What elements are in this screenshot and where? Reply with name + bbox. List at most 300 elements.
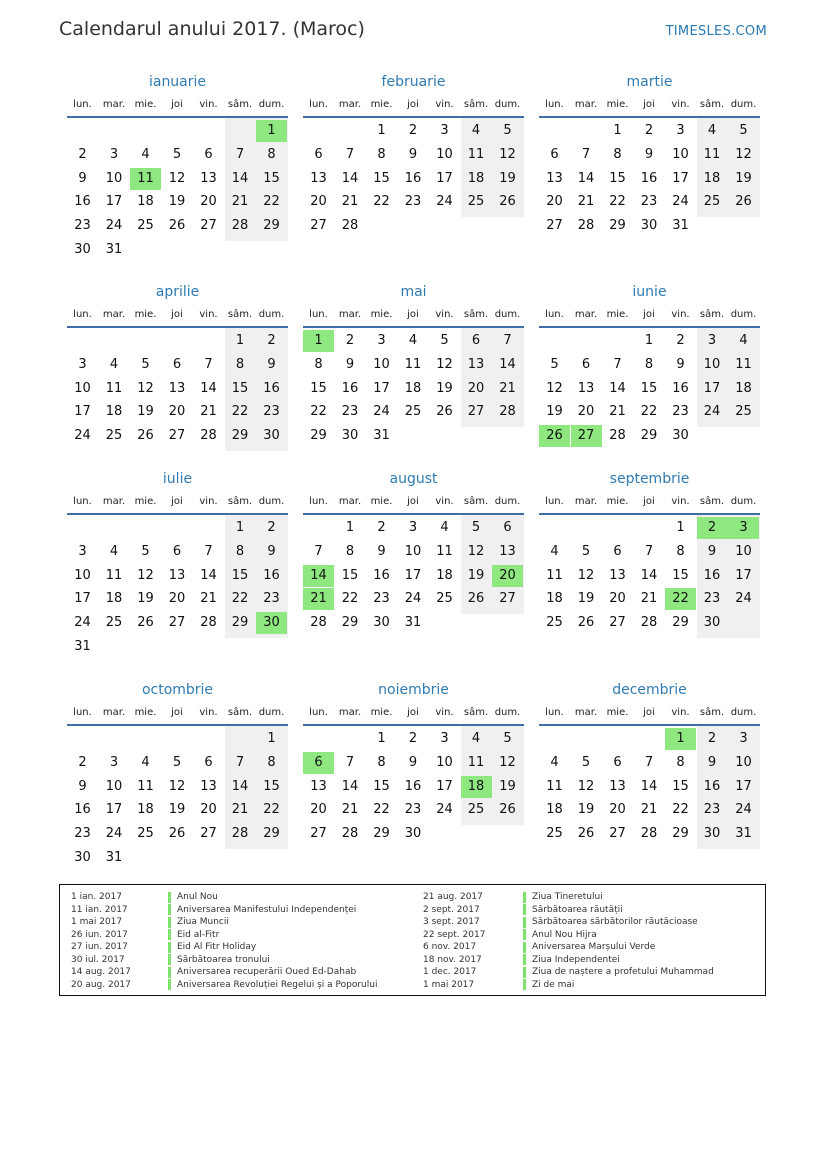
- weekday-label: vin.: [671, 496, 690, 507]
- weekday-label: joi: [171, 496, 183, 507]
- day-cell: 10: [436, 754, 453, 770]
- day-cell: 1: [613, 123, 622, 138]
- day-cell: 26: [467, 591, 485, 607]
- day-cell: 10: [74, 567, 91, 583]
- day-cell: 1: [676, 520, 685, 535]
- day-cell: 22: [263, 194, 280, 210]
- day-cell: 19: [735, 170, 752, 186]
- day-cell: 21: [609, 404, 626, 420]
- weekday-label: vin.: [435, 99, 454, 110]
- day-cell: 31: [404, 615, 422, 631]
- day-cell: 24: [373, 404, 390, 420]
- month-name: mai: [400, 284, 427, 300]
- day-cell: 12: [735, 146, 752, 162]
- month-name: septembrie: [609, 471, 690, 487]
- day-cell: 19: [546, 404, 563, 420]
- day-cell: 19: [436, 380, 453, 396]
- month-iunie: [539, 284, 760, 454]
- day-cell: 7: [644, 754, 654, 770]
- weekday-label: sâm.: [699, 99, 725, 110]
- day-cell: 14: [499, 356, 516, 372]
- day-cell: 21: [231, 802, 249, 818]
- day-cell: 25: [703, 194, 721, 210]
- page-title: Calendarul anului 2017. (Maroc): [59, 18, 365, 40]
- day-cell: 22: [341, 591, 359, 607]
- day-cell: 3: [440, 123, 449, 138]
- legend-date: 21 aug. 2017: [423, 892, 483, 902]
- weekday-label: joi: [171, 707, 183, 718]
- day-cell: 16: [640, 170, 658, 186]
- day-cell: 20: [200, 802, 217, 818]
- day-cell: 16: [703, 567, 721, 583]
- day-cell: 30: [672, 428, 689, 444]
- legend-date: 11 ian. 2017: [71, 904, 128, 915]
- weekday-label: lun.: [73, 99, 92, 110]
- day-cell: 11: [105, 567, 123, 583]
- day-cell: 4: [739, 333, 748, 348]
- month-februarie: [303, 74, 524, 244]
- day-cell: 29: [341, 615, 359, 631]
- day-cell: 6: [204, 146, 213, 162]
- day-cell: 26: [137, 615, 154, 631]
- day-grid: [303, 515, 524, 659]
- day-cell: 17: [703, 380, 721, 396]
- weekday-label: lun.: [309, 309, 328, 320]
- day-cell: 3: [109, 146, 119, 162]
- weekday-label: sâm.: [227, 496, 253, 507]
- weekday-label: vin.: [199, 309, 218, 320]
- day-cell: 30: [404, 826, 422, 842]
- day-cell: 28: [231, 826, 249, 842]
- day-cell: 16: [341, 380, 359, 396]
- day-cell: 14: [341, 778, 359, 794]
- day-cell: 10: [105, 170, 123, 186]
- day-cell: 11: [703, 146, 721, 162]
- day-cell: 14: [231, 170, 249, 186]
- month-name: august: [389, 471, 438, 487]
- day-cell: 5: [581, 754, 591, 770]
- weekday-label: joi: [643, 496, 655, 507]
- day-cell: 2: [78, 754, 87, 770]
- day-cell: 22: [263, 802, 280, 818]
- day-cell: 23: [703, 591, 721, 607]
- day-cell: 24: [703, 404, 721, 420]
- day-cell: 14: [640, 778, 658, 794]
- weekday-label: sâm.: [227, 99, 253, 110]
- weekday-label: mar.: [102, 309, 126, 320]
- day-cell: 7: [204, 543, 213, 559]
- day-cell: 27: [168, 615, 186, 631]
- weekday-header: [303, 496, 524, 510]
- day-cell: 15: [373, 170, 390, 186]
- day-grid: [539, 328, 760, 472]
- day-cell: 28: [640, 615, 658, 631]
- day-cell: 12: [137, 380, 154, 396]
- legend-holiday-name: Aniversarea Manifestului Independenței: [177, 904, 357, 915]
- day-cell: 9: [707, 543, 717, 559]
- day-cell: 19: [499, 778, 516, 794]
- day-cell: 2: [644, 123, 654, 138]
- legend-date: 1 mai 2017: [71, 917, 123, 927]
- legend-marker: [168, 954, 171, 965]
- day-cell: 22: [672, 802, 689, 818]
- day-cell: 13: [168, 567, 186, 583]
- day-cell: 26: [168, 826, 186, 842]
- weekday-label: mar.: [102, 707, 126, 718]
- day-cell: 27: [310, 218, 327, 234]
- day-cell: 31: [373, 428, 390, 444]
- day-cell: 25: [105, 615, 123, 631]
- day-cell: 3: [109, 754, 119, 770]
- day-cell: 22: [231, 404, 249, 420]
- holiday-day-cell: 21: [303, 588, 334, 610]
- day-cell: 6: [503, 520, 512, 535]
- legend-date: 18 nov. 2017: [423, 954, 482, 965]
- day-cell: 9: [345, 356, 355, 372]
- weekday-label: lun.: [545, 496, 564, 507]
- brand-link[interactable]: TIMESLES.COM: [665, 24, 767, 39]
- day-cell: 13: [609, 567, 626, 583]
- day-cell: 18: [735, 380, 752, 396]
- day-cell: 16: [373, 567, 390, 583]
- day-cell: 8: [676, 543, 685, 559]
- day-cell: 1: [377, 731, 386, 746]
- weekday-label: dum.: [730, 99, 757, 110]
- weekday-label: vin.: [199, 496, 218, 507]
- day-cell: 6: [314, 146, 323, 162]
- day-cell: 3: [377, 333, 386, 348]
- day-cell: 7: [345, 754, 355, 770]
- holiday-legend: [59, 884, 766, 996]
- day-cell: 26: [436, 404, 453, 420]
- day-cell: 3: [78, 543, 87, 559]
- day-cell: 10: [105, 778, 123, 794]
- month-noiembrie: [303, 682, 524, 852]
- day-cell: 9: [707, 754, 717, 770]
- day-cell: 10: [373, 356, 390, 372]
- weekday-header: [539, 707, 760, 721]
- day-cell: 10: [436, 146, 453, 162]
- day-cell: 15: [373, 778, 390, 794]
- day-cell: 14: [609, 380, 626, 396]
- day-cell: 6: [471, 333, 481, 348]
- weekday-label: dum.: [258, 707, 285, 718]
- day-cell: 23: [373, 591, 390, 607]
- day-cell: 21: [341, 802, 359, 818]
- day-cell: 9: [267, 356, 276, 372]
- day-cell: 15: [672, 778, 689, 794]
- day-cell: 24: [105, 218, 123, 234]
- weekday-label: vin.: [199, 707, 218, 718]
- day-cell: 21: [341, 194, 359, 210]
- day-cell: 12: [546, 380, 563, 396]
- day-cell: 5: [440, 333, 449, 348]
- weekday-label: mar.: [574, 496, 598, 507]
- day-cell: 18: [137, 194, 154, 210]
- day-cell: 7: [314, 543, 323, 559]
- day-cell: 23: [672, 404, 689, 420]
- day-cell: 22: [310, 404, 327, 420]
- day-cell: 8: [676, 754, 685, 770]
- weekday-header: [67, 309, 288, 323]
- day-grid: [303, 328, 524, 472]
- day-cell: 22: [231, 591, 249, 607]
- legend-marker: [523, 942, 526, 953]
- day-cell: 15: [263, 170, 280, 186]
- weekday-label: dum.: [258, 99, 285, 110]
- legend-marker: [168, 892, 171, 903]
- day-cell: 25: [546, 826, 563, 842]
- legend-holiday-name: Ziua Independentei: [532, 954, 620, 965]
- weekday-label: vin.: [671, 707, 690, 718]
- day-cell: 4: [550, 754, 559, 770]
- weekday-label: mar.: [102, 496, 126, 507]
- day-cell: 21: [200, 404, 217, 420]
- day-cell: 12: [168, 170, 186, 186]
- day-cell: 30: [263, 428, 280, 444]
- holiday-day-cell: 6: [303, 752, 334, 774]
- weekday-label: mie.: [606, 707, 629, 718]
- legend-date: 1 mai 2017: [423, 979, 475, 990]
- day-cell: 2: [408, 731, 418, 746]
- day-cell: 1: [345, 520, 355, 535]
- weekday-label: joi: [171, 99, 183, 110]
- legend-holiday-name: Ziua de naștere a profetului Muhammad: [532, 967, 714, 977]
- weekday-label: mar.: [574, 309, 598, 320]
- legend-marker: [523, 917, 526, 928]
- holiday-day-cell: 1: [303, 330, 334, 352]
- day-cell: 20: [168, 404, 186, 420]
- weekday-label: joi: [407, 99, 419, 110]
- day-cell: 10: [404, 543, 422, 559]
- day-cell: 3: [408, 520, 418, 535]
- day-cell: 25: [467, 802, 485, 818]
- day-cell: 23: [404, 802, 422, 818]
- weekday-label: sâm.: [699, 496, 725, 507]
- day-cell: 29: [609, 218, 626, 234]
- weekday-label: mie.: [606, 99, 629, 110]
- day-cell: 29: [640, 428, 658, 444]
- day-cell: 16: [74, 802, 91, 818]
- day-cell: 17: [74, 404, 91, 420]
- day-cell: 16: [404, 778, 422, 794]
- day-cell: 26: [577, 615, 595, 631]
- day-cell: 5: [550, 356, 559, 372]
- day-cell: 23: [703, 802, 721, 818]
- weekday-label: lun.: [73, 707, 92, 718]
- day-cell: 13: [310, 170, 327, 186]
- day-cell: 24: [735, 591, 752, 607]
- day-cell: 16: [703, 778, 721, 794]
- day-cell: 17: [672, 170, 689, 186]
- weekday-label: mar.: [338, 309, 362, 320]
- day-cell: 11: [735, 356, 752, 372]
- day-cell: 28: [577, 218, 595, 234]
- day-cell: 4: [471, 731, 481, 746]
- day-cell: 19: [577, 591, 595, 607]
- weekday-label: vin.: [199, 99, 218, 110]
- day-cell: 8: [267, 754, 276, 770]
- day-grid: [67, 328, 288, 472]
- weekday-label: sâm.: [227, 309, 253, 320]
- day-cell: 6: [172, 356, 182, 372]
- day-cell: 12: [137, 567, 154, 583]
- day-cell: 31: [74, 639, 91, 654]
- weekday-header: [539, 496, 760, 510]
- day-cell: 28: [499, 404, 516, 420]
- day-cell: 2: [267, 333, 276, 348]
- day-cell: 21: [577, 194, 595, 210]
- day-cell: 23: [341, 404, 359, 420]
- legend-date: 27 iun. 2017: [71, 942, 128, 952]
- legend-marker: [523, 979, 526, 990]
- month-name: iunie: [632, 284, 667, 300]
- holiday-day-cell: 1: [256, 120, 287, 142]
- day-cell: 4: [141, 754, 150, 770]
- month-decembrie: [539, 682, 760, 852]
- day-grid: [539, 118, 760, 262]
- legend-date: 3 sept. 2017: [423, 917, 480, 927]
- day-cell: 8: [235, 543, 245, 559]
- day-cell: 27: [200, 218, 217, 234]
- holiday-day-cell: 2: [697, 517, 728, 539]
- legend-date: 30 iul. 2017: [71, 954, 125, 965]
- day-cell: 26: [499, 194, 516, 210]
- weekday-label: lun.: [309, 707, 328, 718]
- weekday-label: dum.: [494, 496, 521, 507]
- day-cell: 14: [341, 170, 359, 186]
- day-cell: 26: [735, 194, 752, 210]
- day-cell: 5: [172, 146, 182, 162]
- weekday-label: joi: [643, 707, 655, 718]
- day-cell: 12: [436, 356, 453, 372]
- day-cell: 16: [404, 170, 422, 186]
- day-cell: 25: [137, 218, 154, 234]
- day-cell: 25: [404, 404, 422, 420]
- day-cell: 28: [200, 428, 217, 444]
- legend-date: 6 nov. 2017: [423, 942, 477, 952]
- day-cell: 15: [231, 380, 249, 396]
- day-cell: 24: [672, 194, 689, 210]
- weekday-label: lun.: [73, 309, 92, 320]
- day-cell: 11: [404, 356, 422, 372]
- day-cell: 9: [78, 778, 87, 794]
- day-cell: 11: [546, 778, 563, 794]
- day-cell: 18: [546, 591, 563, 607]
- day-grid: [67, 515, 288, 659]
- day-cell: 26: [168, 218, 186, 234]
- weekday-header: [303, 309, 524, 323]
- day-cell: 22: [609, 194, 626, 210]
- day-cell: 24: [74, 615, 91, 631]
- weekday-header: [539, 99, 760, 113]
- day-cell: 10: [735, 754, 752, 770]
- weekday-label: mie.: [370, 309, 393, 320]
- day-cell: 13: [168, 380, 186, 396]
- day-cell: 17: [735, 567, 752, 583]
- day-cell: 11: [467, 146, 485, 162]
- day-cell: 17: [373, 380, 390, 396]
- day-cell: 8: [613, 146, 622, 162]
- day-cell: 26: [499, 802, 516, 818]
- day-cell: 27: [499, 591, 516, 607]
- day-cell: 18: [137, 802, 154, 818]
- day-cell: 5: [739, 123, 748, 138]
- legend-date: 2 sept. 2017: [423, 904, 480, 915]
- day-cell: 28: [640, 826, 658, 842]
- day-cell: 29: [310, 428, 327, 444]
- day-cell: 25: [105, 428, 123, 444]
- day-cell: 17: [404, 567, 422, 583]
- day-cell: 25: [735, 404, 752, 420]
- day-cell: 15: [640, 380, 658, 396]
- day-cell: 3: [440, 731, 449, 746]
- weekday-label: lun.: [545, 707, 564, 718]
- legend-holiday-name: Sărbătoarea răutății: [532, 904, 623, 915]
- day-cell: 30: [640, 218, 658, 234]
- day-cell: 24: [404, 591, 422, 607]
- day-cell: 16: [672, 380, 689, 396]
- day-cell: 15: [310, 380, 327, 396]
- day-cell: 14: [577, 170, 595, 186]
- day-cell: 18: [105, 404, 123, 420]
- day-cell: 29: [373, 826, 390, 842]
- day-cell: 21: [640, 802, 658, 818]
- day-grid: [539, 515, 760, 659]
- legend-marker: [523, 929, 526, 940]
- legend-date: 22 sept. 2017: [423, 929, 486, 940]
- day-cell: 23: [74, 218, 91, 234]
- legend-holiday-name: Eid Al Fitr Holiday: [177, 942, 257, 952]
- legend-marker: [168, 979, 171, 990]
- day-cell: 9: [644, 146, 654, 162]
- day-cell: 4: [109, 356, 119, 372]
- day-cell: 2: [377, 520, 386, 535]
- weekday-label: mie.: [606, 496, 629, 507]
- holiday-day-cell: 18: [461, 776, 492, 798]
- day-cell: 9: [267, 543, 276, 559]
- day-cell: 25: [436, 591, 453, 607]
- day-cell: 27: [310, 826, 327, 842]
- month-martie: [539, 74, 760, 244]
- month-name: aprilie: [155, 284, 200, 300]
- day-cell: 17: [74, 591, 91, 607]
- day-cell: 4: [550, 543, 559, 559]
- day-cell: 18: [105, 591, 123, 607]
- day-cell: 9: [676, 356, 685, 372]
- legend-date: 1 ian. 2017: [71, 892, 122, 902]
- weekday-label: joi: [407, 707, 419, 718]
- day-cell: 13: [499, 543, 516, 559]
- weekday-label: lun.: [309, 496, 328, 507]
- day-cell: 8: [644, 356, 654, 372]
- day-cell: 17: [735, 778, 752, 794]
- day-cell: 7: [204, 356, 213, 372]
- weekday-label: sâm.: [463, 496, 489, 507]
- day-cell: 9: [377, 543, 386, 559]
- day-cell: 19: [137, 591, 154, 607]
- day-cell: 20: [310, 802, 327, 818]
- day-cell: 28: [341, 826, 359, 842]
- weekday-label: vin.: [671, 99, 690, 110]
- weekday-label: mie.: [134, 99, 157, 110]
- weekday-label: mar.: [338, 496, 362, 507]
- day-cell: 8: [267, 146, 276, 162]
- legend-marker: [168, 942, 171, 953]
- day-cell: 23: [263, 591, 280, 607]
- day-cell: 20: [467, 380, 485, 396]
- month-septembrie: [539, 471, 760, 641]
